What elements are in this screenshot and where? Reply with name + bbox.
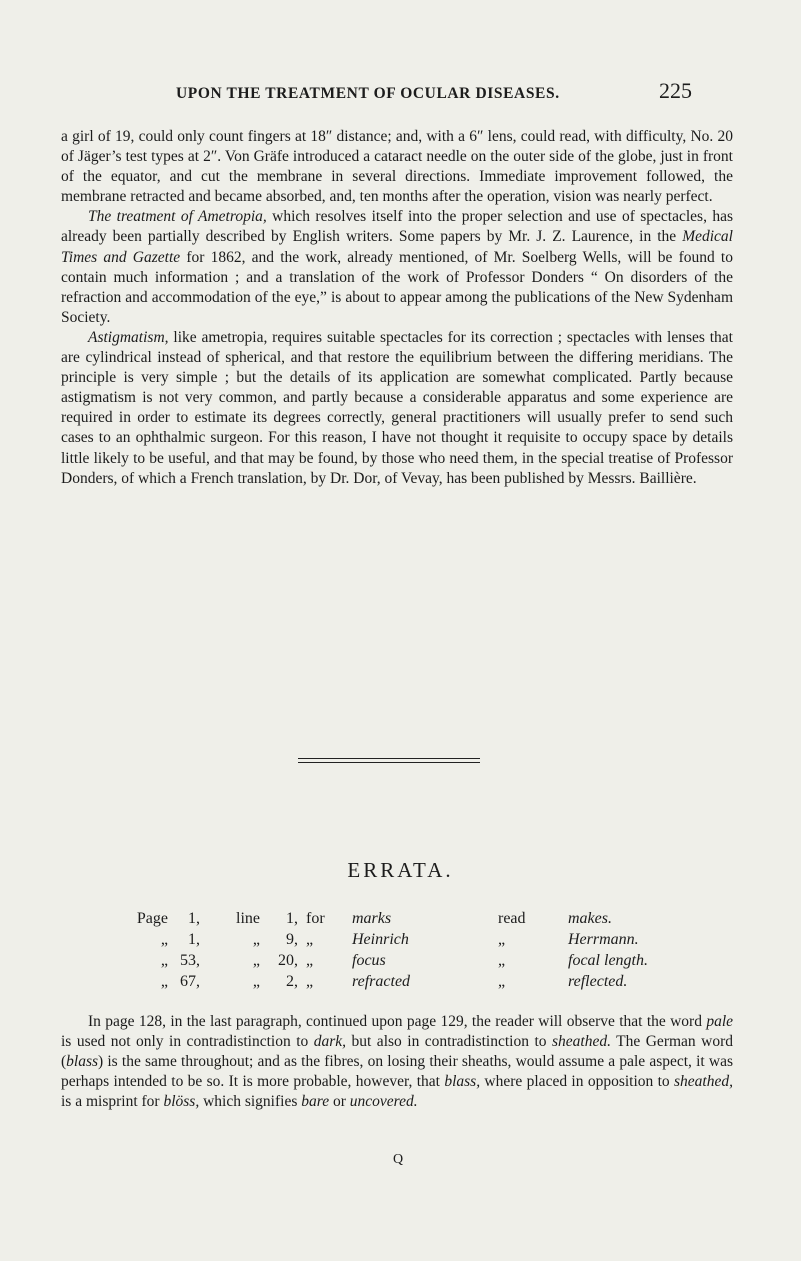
errata-page: 67, <box>180 973 200 990</box>
note-text: but also in contradistinction to <box>346 1033 552 1051</box>
running-head: UPON THE TREATMENT OF OCULAR DISEASES. <box>176 85 560 102</box>
errata-page: 1, <box>188 931 200 948</box>
errata-for-label: „ <box>306 973 314 990</box>
note-italic: pale <box>706 1013 733 1030</box>
errata-read-label: „ <box>498 973 506 990</box>
errata-wrong-word: refracted <box>352 973 411 990</box>
errata-table <box>110 910 710 994</box>
astigmatism-text: like ametropia, requires suitable spectacles for its correction ; spectacles with lenses that are cylindrical instead of spherical, and that restore the equilibrium between the differing meridians. The principle is very simple ; but the details of its application are somewhat complicated. Partly because astigmatism is not very common, and partly because a considerable apparatus and some experience are required in order to estimate its degrees correctly, general practitioners will usually prefer to send such cases to an ophthalmic surgeon. For this reason, I have not thought it requisite to occupy space by details little likely to be useful, and that may be found, by those who need them, in the special treatise of Professor Donders, of which a French translation, by Dr. Dor, of Vevay, has been published by Messrs. Baillière. <box>61 328 733 487</box>
ametropia-heading: The treatment of Ametropia, <box>88 208 267 226</box>
errata-note <box>61 1012 733 1112</box>
signature-mark: Q <box>393 1152 404 1167</box>
errata-line: 1, <box>286 910 298 927</box>
errata-page-label: „ <box>160 973 168 990</box>
note-italic: blass, <box>444 1073 481 1091</box>
note-text: ) is the same throughout; and as the fibres, on losing their sheaths, would assume a pale aspect, it was perhaps intended to be so. It is more probable, however, that <box>61 1053 733 1091</box>
note-italic: bare <box>301 1093 330 1111</box>
errata-page-label: Page <box>136 910 168 927</box>
note-text: or <box>329 1093 350 1111</box>
note-italic: sheathed. <box>551 1033 611 1051</box>
errata-for-label: for <box>306 910 325 927</box>
errata-read-label: „ <box>498 931 506 948</box>
section-divider-top <box>298 758 480 759</box>
note-text: is a misprint for <box>61 1093 164 1111</box>
section-divider-bottom <box>298 762 480 763</box>
errata-correct-word: Herrmann. <box>568 931 639 948</box>
errata-correct-word: reflected. <box>568 973 628 990</box>
note-text: In page 128, in the last paragraph, continued upon page 129, the reader will observe that the word <box>88 1013 707 1030</box>
errata-page: 53, <box>180 952 200 969</box>
errata-line: 2, <box>286 973 298 990</box>
errata-read-label: „ <box>498 952 506 969</box>
note-italic: sheathed, <box>674 1073 733 1091</box>
page-number: 225 <box>659 78 692 103</box>
errata-line-label: „ <box>252 952 260 969</box>
errata-row <box>110 952 710 973</box>
note-text: which signifies <box>199 1093 302 1111</box>
errata-line: 9, <box>286 931 298 948</box>
note-italic: blöss, <box>163 1093 200 1111</box>
errata-row <box>110 910 710 931</box>
paragraph-astigmatism <box>61 328 733 489</box>
errata-read-label: read <box>498 910 526 927</box>
note-text: is used not only in contradistinction to <box>61 1033 314 1051</box>
errata-row <box>110 931 710 952</box>
note-text: The German word ( <box>61 1033 733 1071</box>
errata-page-label: „ <box>160 931 168 948</box>
errata-wrong-word: focus <box>352 952 386 969</box>
errata-line-label: „ <box>252 931 260 948</box>
errata-title: ERRATA. <box>347 858 454 882</box>
ametropia-text-b: for 1862, and the work, already mentioned, of Mr. Soelberg Wells, will be found to contain much information ; and a translation of the work of Professor Donders “ On disorders of the refraction and accommodation of the eye,” is about to appear among the publications of the New Sydenham Society. <box>61 248 733 326</box>
note-italic: dark, <box>313 1033 347 1051</box>
paragraph-ametropia <box>61 207 733 328</box>
journal-title: Medical Times and Gazette <box>61 228 733 266</box>
errata-line-label: line <box>236 910 260 927</box>
errata-line: 20, <box>278 952 298 969</box>
astigmatism-heading: Astigmatism, <box>88 328 169 346</box>
errata-correct-word: focal length. <box>568 952 648 969</box>
errata-wrong-word: Heinrich <box>352 931 409 948</box>
errata-line-label: „ <box>252 973 260 990</box>
note-italic: uncovered. <box>349 1093 418 1111</box>
note-italic: blass <box>66 1053 99 1071</box>
errata-row <box>110 973 710 994</box>
ametropia-text-a: which resolves itself into the proper selection and use of spectacles, has already been partially described by English writers. Some papers by Mr. J. Z. Laurence, in the <box>61 208 733 246</box>
errata-for-label: „ <box>306 931 314 948</box>
note-text: where placed in opposition to <box>480 1073 675 1091</box>
errata-page: 1, <box>188 910 200 927</box>
body-text <box>61 127 733 489</box>
errata-page-label: „ <box>160 952 168 969</box>
errata-for-label: „ <box>306 952 314 969</box>
errata-wrong-word: marks <box>352 910 392 927</box>
errata-correct-word: makes. <box>568 910 612 927</box>
paragraph-cataract-case: a girl of 19, could only count fingers at 18″ distance; and, with a 6″ lens, could read, with difficulty, No. 20 of Jäger’s test types at 2″. Von Gräfe introduced a cataract needle on the outer side of the globe, just in front of the equator, and cut the membrane in several directions. Immediate improvement followed, the membrane retracted and became absorbed, and, ten months after the operation, vision was nearly perfect. <box>61 128 733 206</box>
errata-note-paragraph <box>61 1012 733 1112</box>
